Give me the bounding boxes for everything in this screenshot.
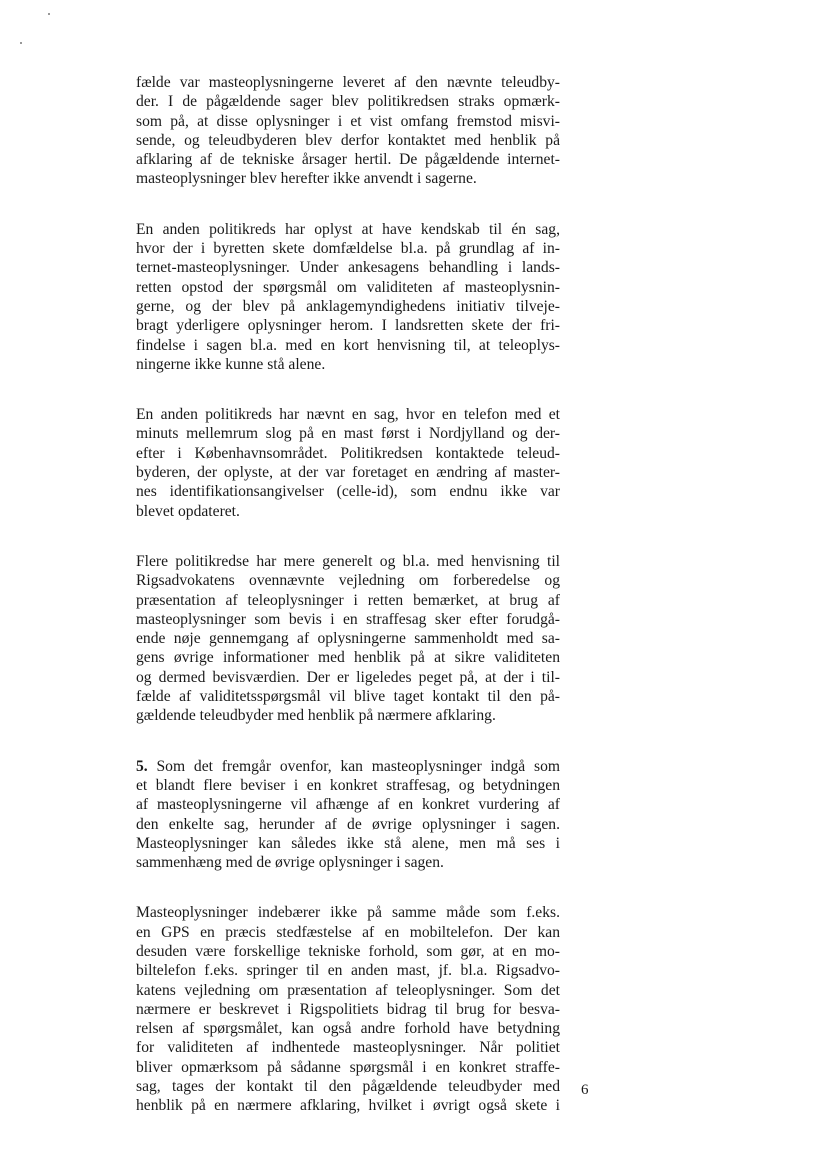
text-line: En anden politikreds har nævnt en sag, hvor en telefon med et [136,406,560,424]
text-line: gerne, og der blev på anklagemyndighedens initiativ tilveje- [136,297,560,315]
page-number: 6 [581,1082,589,1098]
paragraph-5 [136,757,560,873]
text-line: for validiteten af indhentede masteoplysninger. Når politiet [136,1039,560,1057]
text-line: Masteoplysninger kan således ikke stå alene, men må ses i [136,834,560,852]
text-line: sende, og teleudbyderen blev derfor kontaktet med henblik på [136,131,560,149]
paragraph-4 [136,552,560,726]
text-line: masteoplysninger som bevis i en straffesag sker efter forudgå- [136,610,560,628]
text-line: bliver opmærksom på sådanne spørgsmål i en konkret straffe- [136,1058,560,1076]
text-line: fælde af validitetsspørgsmål vil blive taget kontakt til den på- [136,688,560,706]
text-line: sammenhæng med de øvrige oplysninger i sagen. [136,854,444,872]
text-line: Masteoplysninger indebærer ikke på samme måde som f.eks. [136,904,560,922]
text-line: fælde var masteoplysningerne leveret af den nævnte teleudby- [136,74,560,91]
text-line: en GPS en præcis stedfæstelse af en mobiltelefon. Der kan [136,923,560,941]
text-line: blevet opdateret. [136,502,240,520]
text-line: sag, tages der kontakt til den pågældende teleudbyder med [136,1078,560,1096]
text-line: som på, at disse oplysninger i et vist omfang fremstod misvi- [136,112,560,130]
paragraph-3 [136,405,560,521]
text-line: byderen, der oplyste, at der var foretaget en ændring af master- [136,464,560,482]
text-line: henblik på en nærmere afklaring, hvilket i øvrigt også skete i [136,1097,560,1115]
text-line: der. I de pågældende sager blev politikredsen straks opmærk- [136,93,560,111]
text-line: ende nøje gennemgang af oplysningerne sammenholdt med sa- [136,630,560,648]
text-line: og dermed bevisværdien. Der er ligeledes peget på, at der i til- [136,668,560,686]
section-number: 5. [136,757,148,775]
text-line: biltelefon f.eks. springer til en anden mast, jf. bl.a. Rigsadvo- [136,962,560,980]
text-line: hvor der i byretten skete domfældelse bl.a. på grundlag af in- [136,240,560,258]
text-line: retten opstod der spørgsmål om validiteten af masteoplysnin- [136,278,560,296]
text-line: gældende teleudbyder med henblik på nærmere afklaring. [136,707,496,725]
text-line: En anden politikreds har oplyst at have kendskab til én sag, [136,220,560,238]
text-line: nærmere er beskrevet i Rigspolitiets bidrag til brug for besva- [136,1000,560,1018]
scan-speck [20,42,22,44]
text-line: masteoplysninger blev herefter ikke anvendt i sagerne. [136,170,477,188]
text-line: findelse i sagen bl.a. med en kort henvisning til, at teleoplys- [136,336,560,354]
text-line: ternet-masteoplysninger. Under ankesagens behandling i lands- [136,259,560,277]
paragraph-6 [136,903,560,1115]
text-line: ningerne ikke kunne stå alene. [136,355,326,373]
text-line: relsen af spørgsmålet, kan også andre forhold have betydning [136,1020,560,1038]
text-column [136,73,560,1147]
text-line-numbered [136,757,560,776]
text-line: efter i Københavnsområdet. Politikredsen kontaktede teleud- [136,444,560,462]
text-line: nes identifikationsangivelser (celle-id), som endnu ikke var [136,483,560,501]
text-line: afklaring af de tekniske årsager hertil. De pågældende internet- [136,151,560,169]
text-line: Rigsadvokatens ovennævnte vejledning om forberedelse og [136,572,560,590]
text-line: katens vejledning om præsentation af teleoplysninger. Som det [136,981,560,999]
text-line: den enkelte sag, herunder af de øvrige oplysninger i sagen. [136,815,560,833]
text-line: præsentation af teleoplysninger i retten bemærket, at brug af [136,591,560,609]
paragraph-2 [136,220,560,374]
text-line: gens øvrige informationer med henblik på at sikre validiteten [136,649,560,667]
scan-speck [48,13,50,15]
text-line: et blandt flere beviser i en konkret straffesag, og betydningen [136,776,560,794]
text-line: minuts mellemrum slog på en mast først i Nordjylland og der- [136,425,560,443]
text-line-rest: Som det fremgår ovenfor, kan masteoplysninger indgå som [147,757,560,775]
text-line: bragt yderligere oplysninger herom. I landsretten skete der fri- [136,317,560,335]
text-line: desuden være forskellige tekniske forhold, som gør, at en mo- [136,942,560,960]
text-line: Flere politikredse har mere generelt og bl.a. med henvisning til [136,552,560,570]
text-line: af masteoplysningerne vil afhænge af en konkret vurdering af [136,796,560,814]
paragraph-1 [136,73,560,189]
